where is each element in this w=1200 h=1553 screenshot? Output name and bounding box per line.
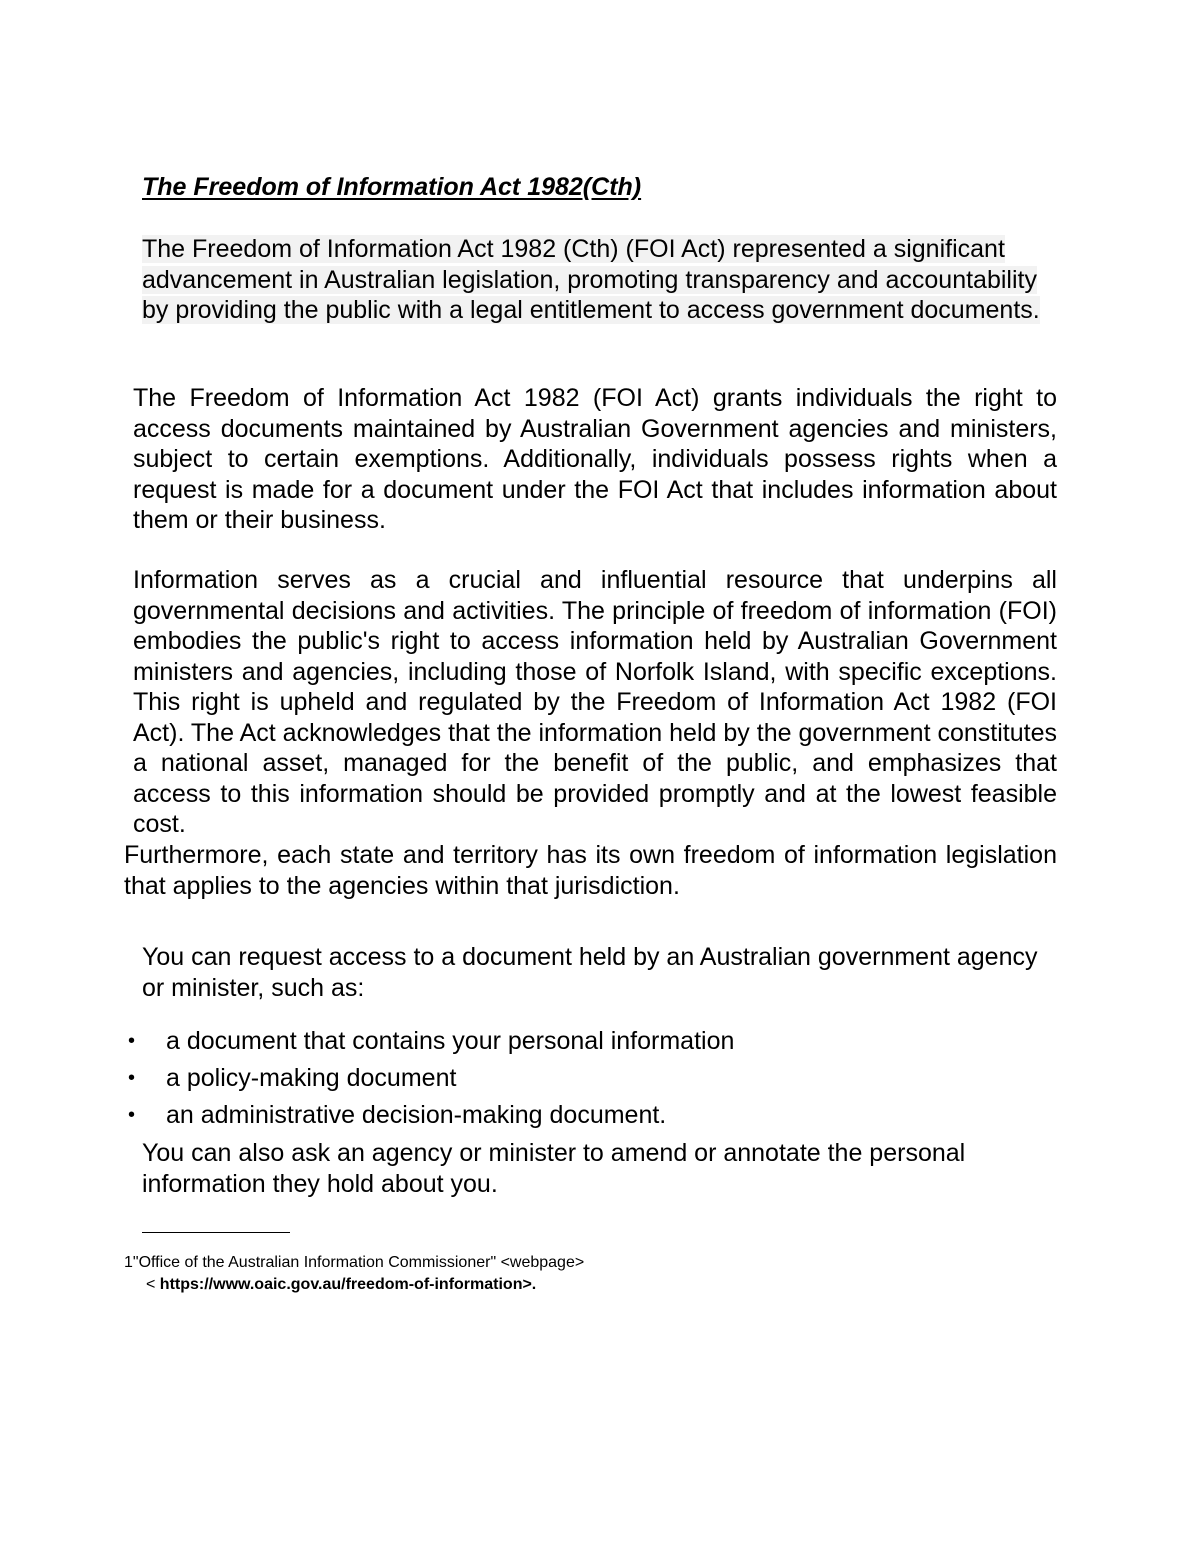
list-item-text: a document that contains your personal information [166, 1027, 735, 1055]
list-item-text: an administrative decision-making document. [166, 1101, 667, 1129]
list-item [126, 1062, 734, 1099]
footnote-citation: 1"Office of the Australian Information Commissioner" <webpage> [124, 1254, 585, 1271]
document-title: The Freedom of Information Act 1982(Cth) [142, 173, 642, 201]
request-access-paragraph: You can request access to a document held by an Australian government agency or minister, such as: [142, 943, 1038, 1002]
foi-principle-paragraph: Information serves as a crucial and influential resource that underpins all governmental decisions and activities. The principle of freedom of information (FOI) embodies the public's right to access information held by Australian Government ministers and agencies, including those of Norfolk Island, with specific exceptions. This right is upheld and regulated by the Freedom of Information Act 1982 (FOI Act). The Act acknowledges that the information held by the government constitutes a national asset, managed for the benefit of the public, and emphasizes that access to this information should be provided promptly and at the lowest feasible cost. [133, 566, 1057, 838]
list-item [126, 1025, 734, 1062]
bullet-icon: • [128, 1030, 136, 1052]
intro-paragraph [142, 234, 1062, 326]
bullet-icon: • [128, 1104, 136, 1126]
footnote-link[interactable]: https://www.oaic.gov.au/freedom-of-information>. [159, 1276, 537, 1293]
highlighted-text: The Freedom of Information Act 1982 (Cth) (FOI Act) represented a significant advancement in Australian legislation, promoting transparency and accountability by providing the public with a legal entitlement to access government documents. [142, 235, 1040, 324]
foi-rights-paragraph: The Freedom of Information Act 1982 (FOI Act) grants individuals the right to access documents maintained by Australian Government agencies and ministers, subject to certain exemptions. Additionally, individuals possess rights when a request is made for a document under the FOI Act that includes information about them or their business. [133, 384, 1057, 534]
list-item [126, 1099, 734, 1136]
list-item-text: a policy-making document [166, 1064, 457, 1092]
document-types-list [126, 1025, 734, 1136]
footnote-url-line [146, 1274, 536, 1296]
bullet-icon: • [128, 1067, 136, 1089]
footnote-separator [142, 1232, 290, 1233]
state-legislation-paragraph: Furthermore, each state and territory has its own freedom of information legislation that applies to the agencies within that jurisdiction. [124, 841, 1057, 900]
footnote-url-prefix: < [146, 1276, 160, 1293]
amend-paragraph: You can also ask an agency or minister to amend or annotate the personal information they hold about you. [142, 1139, 966, 1198]
